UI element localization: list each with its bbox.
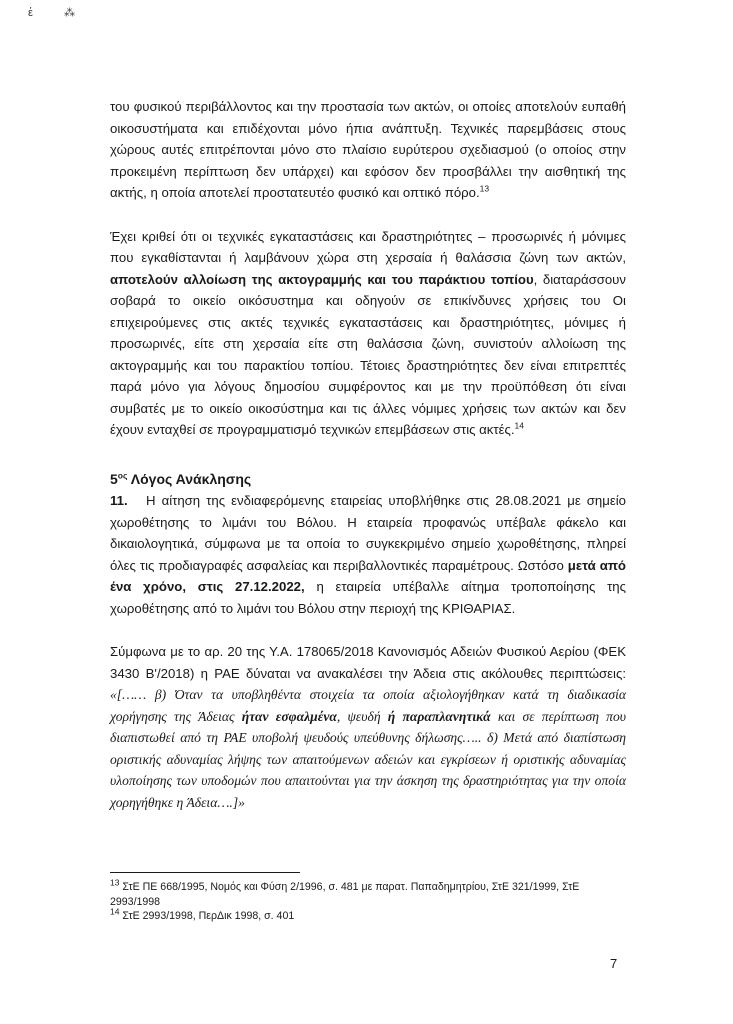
section-heading [110,469,626,491]
footnote-divider [110,872,300,873]
footnotes [110,877,626,924]
document-body [110,96,626,813]
paragraph-2-text-a: Έχει κριθεί ότι οι τεχνικές εγκαταστάσεις και δραστηριότητες – προσωρινές ή μόνιμες που εγκαθίστανται ή λαμβάνουν χώρα στη χερσαία ή θαλάσσια ζώνη των ακτών, [110,228,626,265]
footnote-13 [110,877,626,909]
paragraph-3-text-a: Η αίτηση της ενδιαφερόμενης εταιρείας υποβλήθηκε στις 28.08.2021 με σημείο χωροθέτησης το λιμάνι του Βόλου. Η εταιρεία προφανώς υπέβαλε φάκελο και δικαιολογητικά, σύμφωνα με τα οποία το συγκεκριμένο σημείο χωροθέτησης, πληρεί όλες τις προδιαγραφές ασφαλείας και περιβαλλοντικές παραμέτρους. Ωστόσο [110,493,626,573]
footnote-13-text: ΣτΕ ΠΕ 668/1995, Νομός και Φύση 2/1996, σ. 481 με παρατ. Παπαδημητρίου, ΣτΕ 321/1999, ΣτΕ 2993/1998 [110,881,580,908]
paragraph-1 [110,96,626,204]
paragraph-2 [110,226,626,441]
paragraph-3-text-b: η εταιρεία υπέβαλλε αίτημα τροποποίησης της χωροθέτησης από το λιμάνι του Βόλου στην περιοχή της ΚΡΙΘΑΡΙΑΣ. [110,579,626,616]
paragraph-2-text-b: , διαταράσσουν σοβαρά το οικείο οικόσυστημα και οδηγούν σε επικίνδυνες χρήσεις του Οι επιχειρούμενες στις ακτές τεχνικές εγκαταστάσεις και δραστηριότητες, μόνιμες ή προσωρινές, είτε στη χερσαία είτε στη θαλάσσια ζώνη, συνιστούν αλλοίωση της ακτογραμμής και του παρακτίου τοπίου. Τέτοιες δραστηριότητες δεν είναι επιτρεπτές παρά μόνο για λόγους δημοσίου συμφέροντος και με την προϋπόθεση ότι είναι συμβατές με το οικείο οικοσύστημα και τις άλλες νόμιμες χρήσεις των ακτών και δεν έχουν ενταχθεί σε προγραμματισμό τεχνικών επεμβάσεων στις ακτές. [110,271,626,437]
paragraph-3 [110,490,626,619]
footnote-13-number: 13 [110,877,120,888]
page-number: 7 [610,956,618,971]
quote-bold-1: ήταν εσφαλμένα [241,708,337,724]
footnote-14-text: ΣτΕ 2993/1998, ΠερΔικ 1998, σ. 401 [119,910,295,922]
paragraph-1-text: του φυσικού περιβάλλοντος και την προστασία των ακτών, οι οποίες αποτελούν ευπαθή οικοσυστήματα και επιδέχονται μόνο ήπια ανάπτυξη. Τεχνικές παρεμβάσεις στους χώρους αυτές επιτρέπονται μόνο στο πλαίσιο ευρύτερου σχεδιασμού (ο οποίος στην προκειμένη περίπτωση δεν υπάρχει) και εφόσον δεν προσβάλλει την αισθητική της ακτής, η οποία αποτελεί προστατευτέο φυσικό και οπτικό πόρο. [110,99,626,200]
quote-part-1: «[…… β) Όταν τα υποβληθέντα στοιχεία τα οποία αξιολογήθηκαν κατά τη διαδικασία χορήγησης της Άδειας [110,687,626,724]
paragraph-number: 11. [110,493,128,508]
quote-part-3: και σε περίπτωση που διαπιστωθεί από τη ΡΑΕ υποβολή ψευδούς υπεύθυνης δήλωσης….. δ) Μετά από διαπίστωση οριστικής αδυναμίας λήψης των απαιτούμενων αδειών και εγκρίσεων ή οριστικής αδυναμίας υλοποίησης των υποδομών που απαιτούνται για την άσκηση της δραστηριότητας για την οποία χορηγήθηκε η Άδεια….]» [110,708,626,810]
footnote-14-number: 14 [110,906,120,917]
quote-bold-2: ή παραπλανητικά [387,708,491,724]
paragraph-4-intro: Σύμφωνα με το αρ. 20 της Υ.Α. 178065/2018 Κανονισμός Αδειών Φυσικού Αερίου (ΦΕΚ 3430 Β'/2018) η ΡΑΕ δύναται να ανακαλέσει την Άδεια στις ακόλουθες περιπτώσεις: [110,644,626,681]
scan-marks: ἑ ⁂ [28,7,89,19]
heading-title: Λόγος Ανάκλησης [127,470,252,487]
quote-part-2: , ψευδή [336,708,388,724]
footnote-ref-13[interactable]: 13 [479,183,490,194]
footnote-ref-14[interactable]: 14 [514,420,524,431]
legal-quote [110,687,626,810]
heading-ordinal: ος [117,469,128,480]
paragraph-2-bold: αποτελούν αλλοίωση της ακτογραμμής και του παράκτιου τοπίου [110,271,534,287]
heading-number: 5 [110,470,118,487]
paragraph-4 [110,641,626,813]
footnote-14 [110,906,626,924]
paragraph-3-bold: μετά από ένα χρόνο, στις 27.12.2022, [110,557,626,594]
